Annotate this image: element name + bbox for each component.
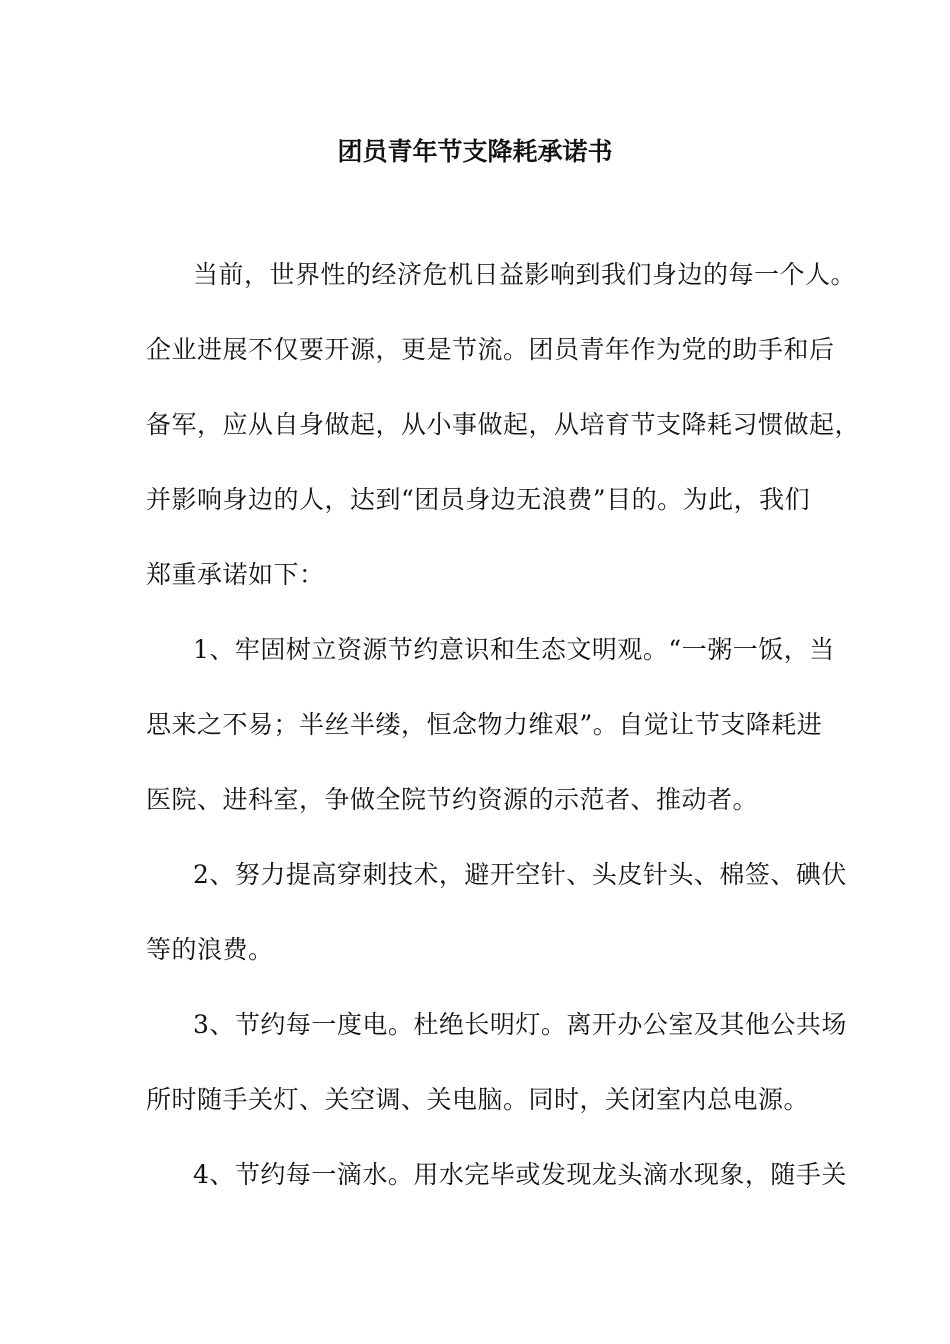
- paragraph-line: 3、节约每一度电。杜绝长明灯。离开办公室及其他公共场: [193, 1010, 847, 1039]
- paragraph-line: 所时随手关灯、关空调、关电脑。同时，关闭室内总电源。: [146, 1085, 810, 1114]
- paragraph-line: 2、努力提高穿刺技术，避开空针、头皮针头、棉签、碘伏: [193, 860, 847, 889]
- paragraph-line: 郑重承诺如下：: [146, 560, 325, 589]
- paragraph-line: 并影响身边的人，达到“团员身边无浪费”目的。为此，我们: [146, 485, 811, 514]
- document-title: 团员青年节支降耗承诺书: [337, 137, 613, 166]
- paragraph-line: 医院、进科室，争做全院节约资源的示范者、推动者。: [146, 785, 759, 814]
- paragraph-line: 企业进展不仅要开源，更是节流。团员青年作为党的助手和后: [146, 335, 835, 364]
- paragraph-line: 思来之不易；半丝半缕，恒念物力维艰”。自觉让节支降耗进: [146, 710, 823, 739]
- paragraph-line: 备军，应从自身做起，从小事做起，从培育节支降耗习惯做起，: [146, 410, 861, 439]
- paragraph-line: 1、牢固树立资源节约意识和生态文明观。“一粥一饭，当: [193, 635, 835, 664]
- paragraph-line: 等的浪费。: [146, 935, 274, 964]
- paragraph-line: 当前，世界性的经济危机日益影响到我们身边的每一个人。: [193, 260, 857, 289]
- paragraph-line: 4、节约每一滴水。用水完毕或发现龙头滴水现象，随手关: [193, 1160, 847, 1189]
